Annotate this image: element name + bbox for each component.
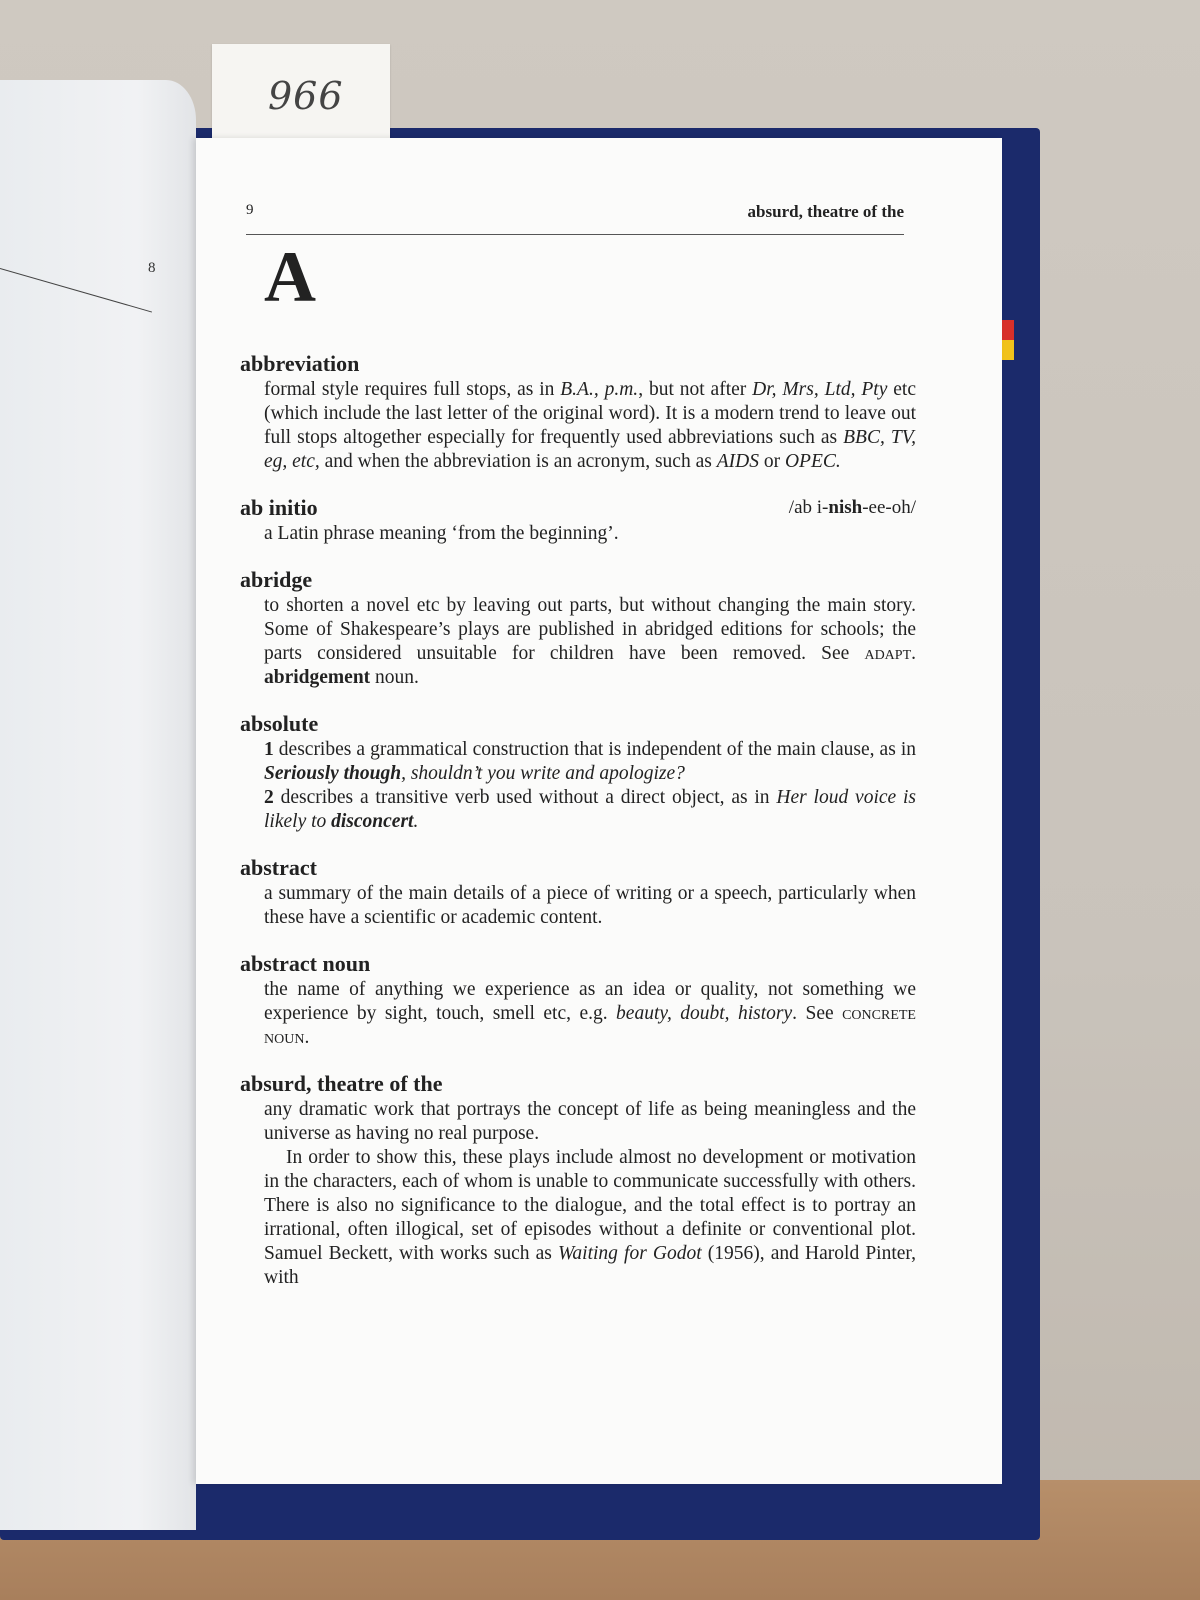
entry-headword-row <box>240 1070 916 1098</box>
left-header-rule <box>0 268 152 313</box>
entry-headword: abridge <box>240 567 313 592</box>
entry-headword-row <box>240 950 916 978</box>
entry-definition: a summary of the main details of a piece of writing or a speech, particularly when these have a scientific or academic content. <box>264 883 916 928</box>
entry-headword-row <box>240 350 916 378</box>
dictionary-entry <box>240 1070 916 1290</box>
entry-headword: absurd, theatre of the <box>240 1071 443 1096</box>
entry-headword: abstract <box>240 855 317 880</box>
entry-definition: a Latin phrase meaning ‘from the beginning’. <box>264 523 619 544</box>
running-head: absurd, theatre of the <box>747 202 904 221</box>
right-page <box>196 138 1002 1484</box>
dictionary-entry <box>240 566 916 690</box>
dictionary-entry <box>240 710 916 834</box>
dictionary-entry <box>240 494 916 546</box>
left-page <box>0 80 196 1530</box>
entry-definition: any dramatic work that portrays the concept of life as being meaningless and the universe as having no real purpose. In order to show this, these plays include almost no development or motivation in the characters, each of whom is unable to communicate successfully with others. There is also no significance to the dialogue, and the total effect is to portray an irrational, often illogical, set of episodes without a definite or conventional plot. Samuel Beckett, with works such as Waiting for Godot (1956), and Harold Pinter, with <box>264 1099 916 1288</box>
entry-headword-row <box>240 710 916 738</box>
entry-headword-row <box>240 566 916 594</box>
entry-headword-row <box>240 854 916 882</box>
entry-definition: the name of anything we experience as an idea or quality, not something we experience by sight, touch, smell etc, e.g. beauty, doubt, history. See concrete noun. <box>264 979 916 1048</box>
cover-color-stripe <box>1000 320 1014 380</box>
left-page-number: 8 <box>148 260 156 276</box>
entry-headword: ab initio <box>240 495 318 520</box>
header-rule <box>246 234 904 235</box>
tag-label: 966 <box>268 74 344 118</box>
entry-headword: abbreviation <box>240 351 360 376</box>
dictionary-entry <box>240 350 916 474</box>
page-number: 9 <box>246 202 254 218</box>
section-letter: A <box>264 237 316 317</box>
dictionary-entry <box>240 950 916 1050</box>
dictionary-entry <box>240 854 916 930</box>
entry-pronunciation: /ab i-nish-ee-oh/ <box>788 497 916 518</box>
dictionary-entries <box>240 350 916 1310</box>
entry-definition: to shorten a novel etc by leaving out parts, but without changing the main story. Some of Shakespeare’s plays are published in abridged editions for schools; the parts considered unsuitable for children have been removed. See adapt. abridgement noun. <box>264 595 916 688</box>
entry-definition: 1 describes a grammatical construction that is independent of the main clause, as in Seriously though, shouldn’t you write and apologize? 2 describes a transitive verb used without a direct object, as in Her loud voice is likely to disconcert. <box>264 739 916 832</box>
entry-definition: formal style requires full stops, as in B.A., p.m., but not after Dr, Mrs, Ltd, Pty etc (which include the last letter of the original word). It is a modern trend to leave out full stops altogether especially for frequently used abbreviations such as BBC, TV, eg, etc, and when the abbreviation is an acronym, such as AIDS or OPEC. <box>264 379 917 472</box>
entry-headword-row <box>240 494 916 522</box>
entry-headword: abstract noun <box>240 951 371 976</box>
entry-headword: absolute <box>240 711 319 736</box>
